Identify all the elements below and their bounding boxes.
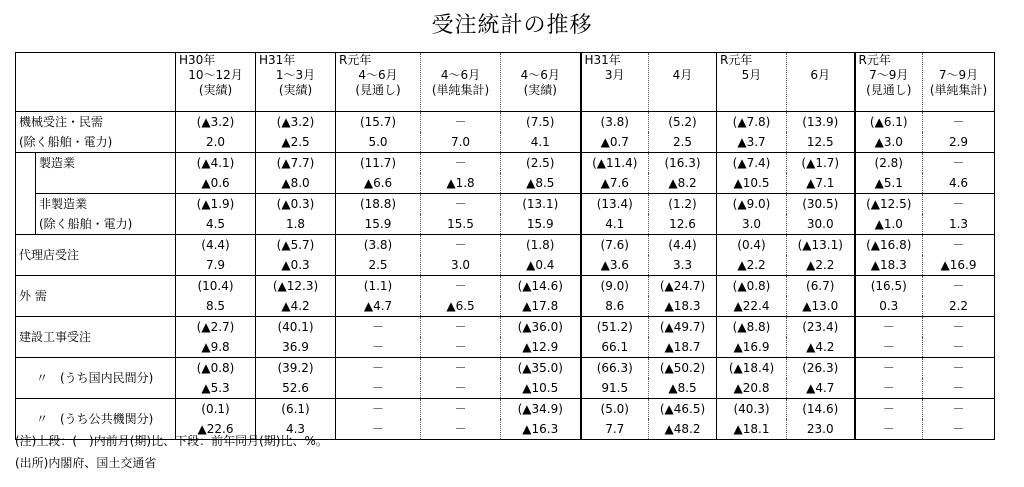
cell-top: (7.6): [581, 235, 649, 256]
cell-bottom: －: [336, 378, 421, 399]
column-kind: [652, 83, 713, 98]
cell-bottom: 12.5: [787, 132, 855, 153]
cell-top: (▲36.0): [501, 317, 581, 338]
cell-bottom: 2.0: [176, 132, 256, 153]
cell-bottom: 15.9: [501, 214, 581, 235]
cell-bottom: ▲22.4: [717, 296, 787, 317]
cell-bottom: －: [855, 337, 923, 358]
cell-bottom: ▲12.9: [501, 337, 581, 358]
cell-bottom: ▲8.2: [649, 173, 717, 194]
cell-top: (▲12.5): [855, 194, 923, 215]
cell-top: －: [421, 358, 501, 379]
column-year: [926, 53, 991, 68]
column-kind: [720, 83, 783, 98]
cell-bottom: －: [855, 419, 923, 440]
cell-bottom: 3.0: [421, 255, 501, 276]
cell-bottom: －: [923, 337, 995, 358]
column-year: R元年: [720, 53, 753, 67]
cell-top: (13.1): [501, 194, 581, 215]
cell-top: (▲7.4): [717, 153, 787, 174]
cell-top: (▲3.2): [176, 112, 256, 133]
column-header: [336, 53, 421, 112]
cell-bottom: 30.0: [787, 214, 855, 235]
table-row: [16, 132, 995, 153]
table-row: [16, 112, 995, 133]
cell-bottom: ▲3.6: [581, 255, 649, 276]
cell-top: (16.5): [855, 276, 923, 297]
column-kind: (見通し): [355, 83, 401, 97]
cell-top: (1.1): [336, 276, 421, 297]
cell-top: －: [855, 358, 923, 379]
cell-top: (0.4): [717, 235, 787, 256]
cell-bottom: 1.3: [923, 214, 995, 235]
cell-top: (4.4): [176, 235, 256, 256]
column-kind: [585, 83, 646, 98]
cell-top: (2.5): [501, 153, 581, 174]
cell-bottom: 4.3: [256, 419, 336, 440]
cell-top: (▲0.3): [256, 194, 336, 215]
cell-top: (66.3): [581, 358, 649, 379]
column-year: H30年: [179, 53, 216, 67]
cell-top: (6.1): [256, 399, 336, 420]
cell-bottom: ▲4.7: [787, 378, 855, 399]
cell-bottom: －: [421, 337, 501, 358]
row-label-sub: (除く船舶・電力): [36, 214, 176, 235]
cell-bottom: ▲16.3: [501, 419, 581, 440]
column-period: 4～6月: [358, 68, 398, 82]
cell-top: (10.4): [176, 276, 256, 297]
row-label-sub: [36, 173, 176, 194]
cell-top: (2.8): [855, 153, 923, 174]
cell-top: (▲4.1): [176, 153, 256, 174]
cell-bottom: ▲18.3: [855, 255, 923, 276]
cell-top: －: [923, 276, 995, 297]
table-row: [16, 173, 995, 194]
column-header: [256, 53, 336, 112]
note-line: (注)上段：( )内前月(期)比、下段：前年同月(期)比、%。: [15, 434, 328, 448]
cell-bottom: 2.5: [649, 132, 717, 153]
column-year: [652, 53, 713, 68]
cell-bottom: 15.9: [336, 214, 421, 235]
cell-bottom: －: [855, 378, 923, 399]
cell-bottom: 15.5: [421, 214, 501, 235]
table-row: [16, 235, 995, 256]
cell-top: (▲1.7): [787, 153, 855, 174]
cell-bottom: 2.5: [336, 255, 421, 276]
cell-bottom: ▲2.2: [717, 255, 787, 276]
cell-top: (26.3): [787, 358, 855, 379]
column-header: [649, 53, 717, 112]
cell-bottom: 5.0: [336, 132, 421, 153]
cell-bottom: ▲2.2: [787, 255, 855, 276]
column-header: [855, 53, 923, 112]
row-label: 外 需: [16, 276, 176, 317]
cell-top: －: [923, 112, 995, 133]
cell-top: －: [421, 399, 501, 420]
cell-bottom: ▲4.2: [256, 296, 336, 317]
cell-top: (7.5): [501, 112, 581, 133]
row-label: 非製造業: [36, 194, 176, 215]
row-label: 代理店受注: [16, 235, 176, 276]
cell-top: －: [421, 235, 501, 256]
cell-top: (▲7.7): [256, 153, 336, 174]
cell-bottom: 8.6: [581, 296, 649, 317]
cell-bottom: －: [923, 378, 995, 399]
cell-top: (30.5): [787, 194, 855, 215]
table-row: [16, 399, 995, 420]
cell-top: (▲35.0): [501, 358, 581, 379]
cell-bottom: 1.8: [256, 214, 336, 235]
cell-top: (5.2): [649, 112, 717, 133]
cell-top: －: [421, 276, 501, 297]
cell-bottom: ▲5.3: [176, 378, 256, 399]
column-header: [717, 53, 787, 112]
cell-top: (5.0): [581, 399, 649, 420]
cell-bottom: ▲16.9: [923, 255, 995, 276]
cell-bottom: ▲22.6: [176, 419, 256, 440]
cell-bottom: ▲9.8: [176, 337, 256, 358]
cell-top: (15.7): [336, 112, 421, 133]
cell-top: (1.2): [649, 194, 717, 215]
indent-spacer: [16, 194, 36, 235]
indent-spacer: [16, 153, 36, 194]
cell-top: (3.8): [581, 112, 649, 133]
column-header: [923, 53, 995, 112]
cell-bottom: ▲18.3: [649, 296, 717, 317]
order-statistics-table: [15, 52, 995, 440]
column-year: H31年: [584, 53, 621, 67]
row-label: 機械受注・民需: [16, 112, 176, 133]
cell-bottom: ▲8.5: [649, 378, 717, 399]
cell-top: －: [923, 358, 995, 379]
row-label: 製造業: [36, 153, 176, 174]
cell-top: (▲18.4): [717, 358, 787, 379]
table-row: [16, 214, 995, 235]
cell-top: (▲16.8): [855, 235, 923, 256]
cell-top: (▲8.8): [717, 317, 787, 338]
cell-top: －: [923, 194, 995, 215]
cell-top: (▲9.0): [717, 194, 787, 215]
cell-bottom: －: [421, 419, 501, 440]
cell-top: (40.3): [717, 399, 787, 420]
cell-top: －: [421, 194, 501, 215]
cell-top: (13.4): [581, 194, 649, 215]
cell-top: －: [421, 112, 501, 133]
cell-bottom: ▲3.7: [717, 132, 787, 153]
cell-top: (23.4): [787, 317, 855, 338]
column-period: 10～12月: [188, 68, 243, 82]
cell-top: －: [923, 317, 995, 338]
column-period: 6月: [810, 68, 831, 82]
column-period: 5月: [741, 68, 762, 82]
cell-bottom: ▲10.5: [501, 378, 581, 399]
cell-top: －: [923, 153, 995, 174]
cell-bottom: ▲0.3: [256, 255, 336, 276]
column-header: [421, 53, 501, 112]
cell-bottom: 91.5: [581, 378, 649, 399]
cell-bottom: ▲10.5: [717, 173, 787, 194]
column-kind: [790, 83, 851, 98]
cell-bottom: 3.0: [717, 214, 787, 235]
cell-bottom: ▲6.6: [336, 173, 421, 194]
cell-top: －: [421, 153, 501, 174]
cell-top: (▲12.3): [256, 276, 336, 297]
cell-bottom: ▲2.5: [256, 132, 336, 153]
cell-bottom: ▲8.5: [501, 173, 581, 194]
column-period: 7～9月: [938, 68, 979, 82]
cell-top: (1.8): [501, 235, 581, 256]
cell-bottom: ▲0.6: [176, 173, 256, 194]
header-row: [16, 53, 995, 112]
cell-top: (▲0.8): [717, 276, 787, 297]
cell-bottom: 66.1: [581, 337, 649, 358]
table-row: [16, 276, 995, 297]
cell-bottom: ▲6.5: [421, 296, 501, 317]
column-kind: (実績): [278, 83, 313, 97]
cell-bottom: 4.6: [923, 173, 995, 194]
page-title: 受注統計の推移: [431, 13, 593, 38]
cell-top: (13.9): [787, 112, 855, 133]
cell-top: －: [421, 317, 501, 338]
column-period: 7～9月: [869, 68, 909, 82]
cell-bottom: 12.6: [649, 214, 717, 235]
cell-bottom: 23.0: [787, 419, 855, 440]
cell-bottom: －: [421, 378, 501, 399]
cell-bottom: －: [336, 419, 421, 440]
cell-bottom: 8.5: [176, 296, 256, 317]
cell-bottom: 7.9: [176, 255, 256, 276]
column-period: 4月: [672, 68, 693, 82]
cell-bottom: 7.7: [581, 419, 649, 440]
cell-top: (▲6.1): [855, 112, 923, 133]
table-row: [16, 194, 995, 215]
cell-top: (18.8): [336, 194, 421, 215]
cell-bottom: 36.9: [256, 337, 336, 358]
column-period: 3月: [604, 68, 625, 82]
cell-bottom: ▲3.0: [855, 132, 923, 153]
header-corner: [16, 53, 176, 112]
column-header: [581, 53, 649, 112]
cell-top: (▲14.6): [501, 276, 581, 297]
column-year: R元年: [339, 53, 372, 67]
cell-bottom: 4.1: [581, 214, 649, 235]
cell-bottom: ▲18.1: [717, 419, 787, 440]
source-line: (出所)内閣府、国土交通省: [15, 456, 157, 470]
row-label: 建設工事受注: [16, 317, 176, 358]
row-label: 〃 (うち公共機関分): [16, 399, 176, 440]
cell-top: (6.7): [787, 276, 855, 297]
cell-top: (▲50.2): [649, 358, 717, 379]
column-period: 4～6月: [440, 68, 481, 82]
column-year: R元年: [858, 53, 891, 67]
column-period: 4～6月: [520, 68, 560, 82]
cell-bottom: 0.3: [855, 296, 923, 317]
cell-bottom: ▲0.7: [581, 132, 649, 153]
cell-top: (▲1.9): [176, 194, 256, 215]
column-year: H31年: [259, 53, 296, 67]
cell-top: (▲0.8): [176, 358, 256, 379]
column-kind: (実績): [198, 83, 233, 97]
cell-bottom: ▲1.0: [855, 214, 923, 235]
cell-top: (14.6): [787, 399, 855, 420]
column-header: [501, 53, 581, 112]
cell-top: (▲5.7): [256, 235, 336, 256]
cell-bottom: ▲0.4: [501, 255, 581, 276]
cell-bottom: ▲20.8: [717, 378, 787, 399]
cell-top: (▲46.5): [649, 399, 717, 420]
cell-top: －: [855, 399, 923, 420]
cell-top: (11.7): [336, 153, 421, 174]
cell-top: (51.2): [581, 317, 649, 338]
cell-bottom: ▲13.0: [787, 296, 855, 317]
cell-top: －: [336, 358, 421, 379]
cell-bottom: 3.3: [649, 255, 717, 276]
cell-bottom: ▲4.2: [787, 337, 855, 358]
cell-top: (▲3.2): [256, 112, 336, 133]
cell-top: －: [336, 399, 421, 420]
cell-top: (▲11.4): [581, 153, 649, 174]
cell-top: (3.8): [336, 235, 421, 256]
cell-bottom: ▲48.2: [649, 419, 717, 440]
cell-bottom: 4.1: [501, 132, 581, 153]
column-year: [424, 53, 497, 68]
table-row: [16, 153, 995, 174]
cell-bottom: ▲17.8: [501, 296, 581, 317]
cell-bottom: ▲7.6: [581, 173, 649, 194]
cell-top: (▲7.8): [717, 112, 787, 133]
cell-bottom: －: [336, 337, 421, 358]
column-year: [504, 53, 577, 68]
cell-top: (▲34.9): [501, 399, 581, 420]
cell-top: (▲49.7): [649, 317, 717, 338]
column-kind: (見通し): [866, 83, 912, 97]
cell-top: －: [336, 317, 421, 338]
cell-top: (▲13.1): [787, 235, 855, 256]
cell-bottom: 4.5: [176, 214, 256, 235]
cell-top: －: [923, 235, 995, 256]
cell-top: (16.3): [649, 153, 717, 174]
cell-top: (0.1): [176, 399, 256, 420]
cell-bottom: ▲4.7: [336, 296, 421, 317]
table-row: [16, 358, 995, 379]
cell-top: (4.4): [649, 235, 717, 256]
column-kind: (単純集計): [929, 83, 988, 97]
cell-bottom: 52.6: [256, 378, 336, 399]
cell-top: －: [923, 399, 995, 420]
cell-bottom: 2.9: [923, 132, 995, 153]
cell-top: (40.1): [256, 317, 336, 338]
cell-bottom: 7.0: [421, 132, 501, 153]
column-kind: (単純集計): [431, 83, 490, 97]
row-label: 〃 (うち国内民間分): [16, 358, 176, 399]
table-row: [16, 317, 995, 338]
cell-bottom: 2.2: [923, 296, 995, 317]
column-header: [787, 53, 855, 112]
cell-top: (▲2.7): [176, 317, 256, 338]
cell-bottom: ▲7.1: [787, 173, 855, 194]
cell-top: (▲24.7): [649, 276, 717, 297]
cell-bottom: ▲8.0: [256, 173, 336, 194]
cell-bottom: ▲18.7: [649, 337, 717, 358]
row-label-sub: (除く船舶・電力): [16, 132, 176, 153]
cell-top: (9.0): [581, 276, 649, 297]
column-period: 1～3月: [275, 68, 316, 82]
column-header: [176, 53, 256, 112]
column-year: [790, 53, 851, 68]
cell-top: －: [855, 317, 923, 338]
cell-top: (39.2): [256, 358, 336, 379]
cell-bottom: －: [923, 419, 995, 440]
cell-bottom: ▲16.9: [717, 337, 787, 358]
cell-bottom: ▲5.1: [855, 173, 923, 194]
cell-bottom: ▲1.8: [421, 173, 501, 194]
column-kind: (実績): [523, 83, 557, 97]
